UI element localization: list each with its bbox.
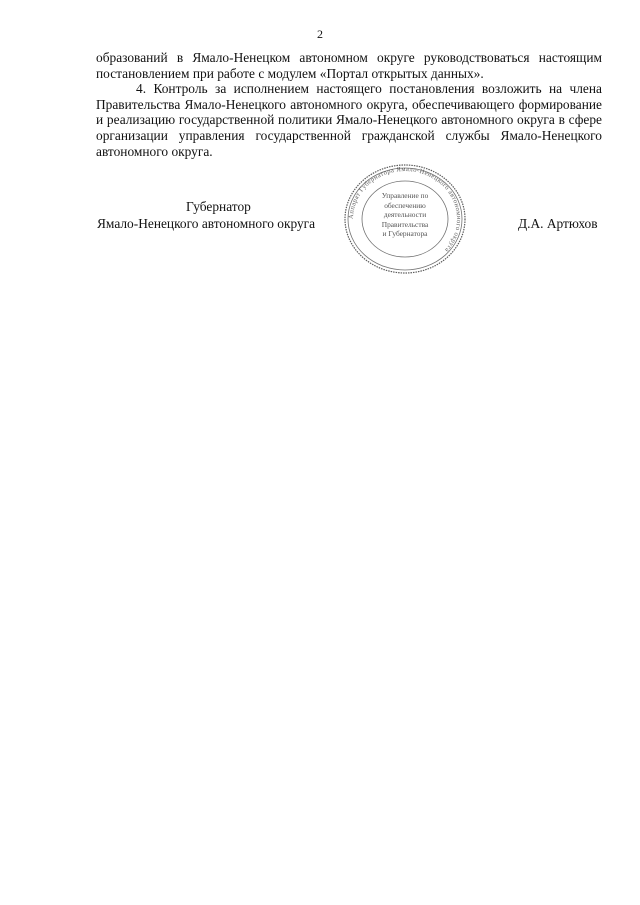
paragraph-control-clause: 4. Контроль за исполнением настоящего постановления возложить на члена Правительства Ямало-Ненецкого автономного округа, обеспечивающего формирование и реализацию государственной политики Ямало-Ненецкого автономного округа в сфере организации управления государственной гражданской службы Ямало-Ненецкого автономного округа. (96, 81, 602, 159)
signature-block (0, 199, 640, 289)
stamp-inner-text: Управление по обеспечению деятельности Правительства и Губернатора (381, 191, 429, 239)
stamp-outer-text: Аппарат Губернатора Ямало-Ненецкого автономного округа (347, 165, 463, 254)
paragraph-continuation: образований в Ямало-Ненецком автономном округе руководствоваться настоящим постановлением при работе с модулем «Портал открытых данных». (96, 50, 602, 81)
signatory-name: Д.А. Артюхов (518, 216, 598, 231)
document-body (96, 50, 602, 159)
signatory-title: Губернатор (186, 199, 251, 214)
official-stamp (342, 163, 468, 275)
page-number: 2 (317, 27, 323, 41)
signatory-region: Ямало-Ненецкого автономного округа (97, 216, 316, 231)
